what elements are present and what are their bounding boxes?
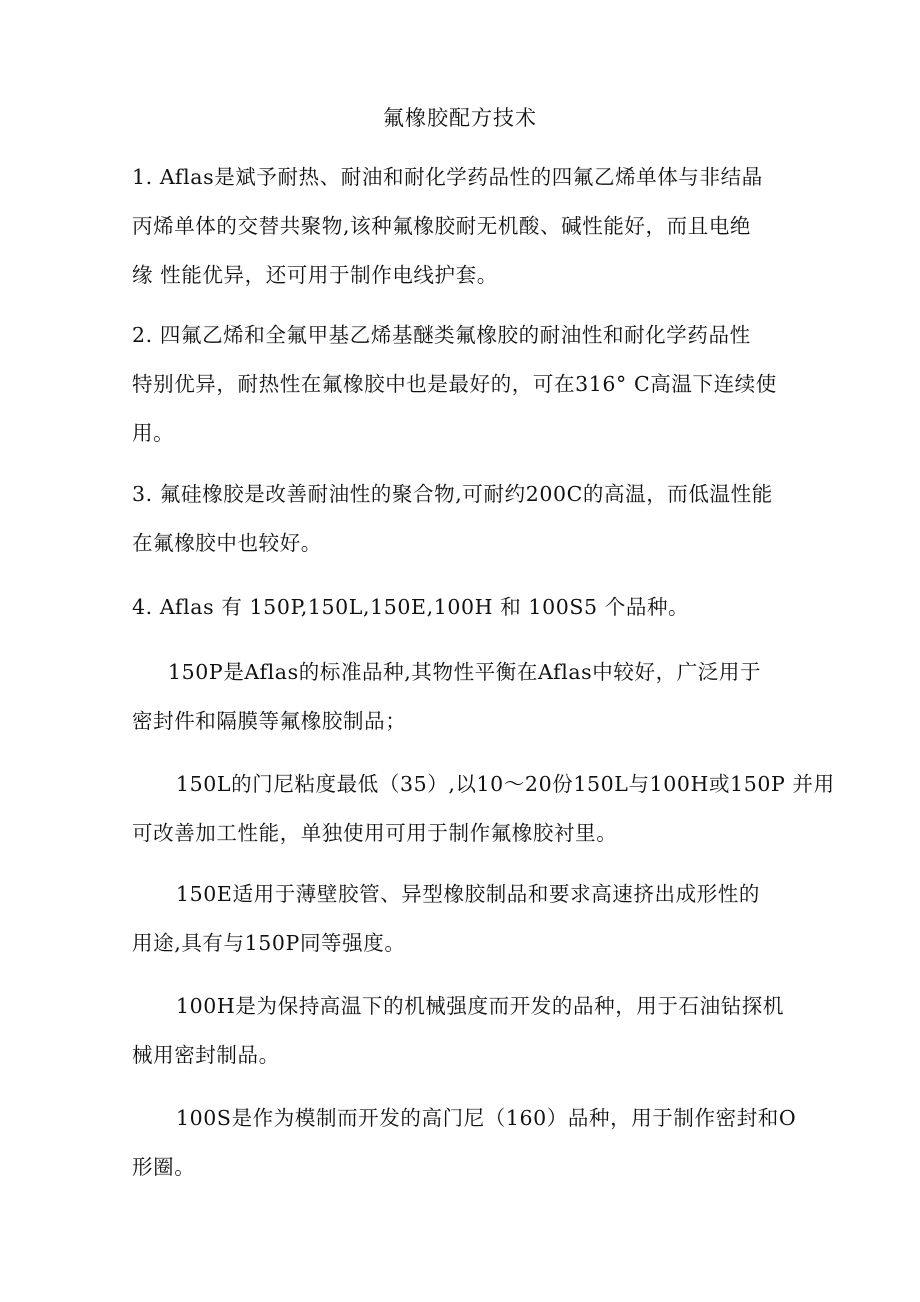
paragraph-line: 150P是Aflas的标准品种,其物性平衡在Aflas中较好，广泛用于 <box>168 660 762 684</box>
paragraph-2 <box>132 311 792 458</box>
paragraph-line: 用。 <box>132 421 175 445</box>
paragraph-line: 形圈。 <box>132 1155 196 1179</box>
paragraph-4 <box>132 583 792 632</box>
paragraph-5 <box>132 648 792 746</box>
paragraph-6 <box>132 760 835 858</box>
paragraph-line: 3. 氟硅橡胶是改善耐油性的聚合物,可耐约200C的高温，而低温性能 <box>132 482 773 506</box>
paragraph-line: 可改善加工性能，单独使用可用于制作氟橡胶衬里。 <box>132 821 618 845</box>
paragraph-line: 在氟橡胶中也较好。 <box>132 531 322 555</box>
paragraph-line: 1. Aflas是斌予耐热、耐油和耐化学药品性的四氟乙烯单体与非结晶 <box>132 165 763 189</box>
paragraph-line: 用途,具有与150P同等强度。 <box>132 931 406 955</box>
paragraph-9 <box>132 1094 797 1192</box>
paragraph-line: 特别优异，耐热性在氟橡胶中也是最好的，可在316° C高温下连续使 <box>132 372 777 396</box>
paragraph-1 <box>132 153 792 300</box>
paragraph-line: 100H是为保持高温下的机械强度而开发的品种，用于石油钻探机 <box>176 994 785 1018</box>
paragraph-line: 2. 四氟乙烯和全氟甲基乙烯基醚类氟橡胶的耐油性和耐化学药品性 <box>132 323 751 347</box>
paragraph-line: 150L的门尼粘度最低（35）,以10〜20份150L与100H或150P 并用 <box>176 772 835 796</box>
paragraph-line: 100S是作为模制而开发的高门尼（160）品种，用于制作密封和O <box>176 1106 797 1130</box>
paragraph-3 <box>132 470 792 568</box>
paragraph-line: 4. Aflas 有 150P,150L,150E,100H 和 100S5 个品种。 <box>132 595 690 619</box>
paragraph-7 <box>132 870 792 968</box>
paragraph-line: 械用密封制品。 <box>132 1043 280 1067</box>
paragraph-line: 密封件和隔膜等氟橡胶制品； <box>132 709 407 733</box>
document-title: 氟橡胶配方技术 <box>383 106 537 130</box>
paragraph-line: 150E适用于薄壁胶管、异型橡胶制品和要求高速挤出成形性的 <box>176 882 760 906</box>
paragraph-8 <box>132 982 792 1080</box>
paragraph-line: 丙烯单体的交替共聚物,该种氟橡胶耐无机酸、碱性能好，而且电绝 <box>132 214 752 238</box>
paragraph-line: 缘 性能优异，还可用于制作电线护套。 <box>132 263 498 287</box>
